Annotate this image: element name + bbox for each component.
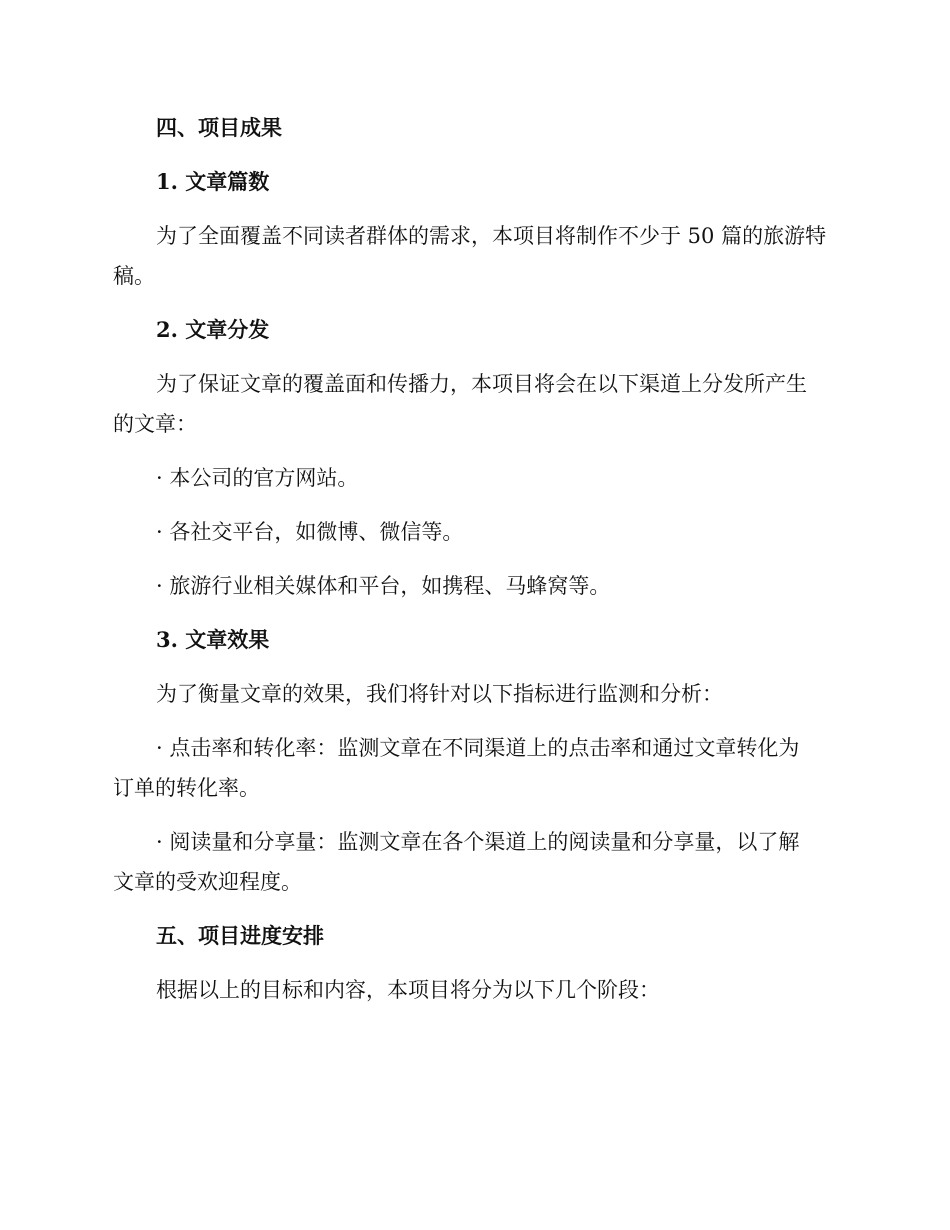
paragraph-line: 为了保证文章的覆盖面和传播力，本项目将会在以下渠道上分发所产生 bbox=[156, 372, 807, 396]
paragraph-line: · 阅读量和分享量：监测文章在各个渠道上的阅读量和分享量，以了解 bbox=[156, 830, 800, 854]
bullet-item: · 各社交平台，如微博、微信等。 bbox=[156, 520, 464, 544]
subsection-1-paragraph bbox=[113, 216, 835, 296]
subsection-3-title: 3. 文章效果 bbox=[156, 627, 270, 652]
paragraph-line: 为了全面覆盖不同读者群体的需求，本项目将制作不少于 50 篇的旅游特 bbox=[156, 224, 827, 248]
section-5-title: 五、项目进度安排 bbox=[156, 923, 324, 948]
bullet-item: · 本公司的官方网站。 bbox=[156, 466, 359, 490]
paragraph-line: 的文章： bbox=[113, 412, 197, 436]
bullet-item-multiline bbox=[113, 822, 835, 902]
paragraph-line: 稿。 bbox=[113, 264, 155, 288]
paragraph-line: 根据以上的目标和内容，本项目将分为以下几个阶段： bbox=[156, 978, 660, 1002]
bullet-item-multiline bbox=[113, 728, 835, 808]
paragraph-line: 订单的转化率。 bbox=[113, 776, 260, 800]
paragraph-line: 文章的受欢迎程度。 bbox=[113, 870, 302, 894]
subsection-2-paragraph bbox=[113, 364, 835, 444]
subsection-2-title: 2. 文章分发 bbox=[156, 317, 270, 342]
subsection-3-paragraph bbox=[113, 674, 835, 714]
paragraph-line: · 点击率和转化率：监测文章在不同渠道上的点击率和通过文章转化为 bbox=[156, 736, 800, 760]
bullet-item: · 旅游行业相关媒体和平台，如携程、马蜂窝等。 bbox=[156, 574, 611, 598]
section-4-title: 四、项目成果 bbox=[156, 115, 282, 140]
paragraph-line: 为了衡量文章的效果，我们将针对以下指标进行监测和分析： bbox=[156, 682, 723, 706]
section-5-paragraph bbox=[113, 970, 835, 1010]
document-content bbox=[113, 108, 835, 1024]
subsection-1-title: 1. 文章篇数 bbox=[156, 169, 270, 194]
